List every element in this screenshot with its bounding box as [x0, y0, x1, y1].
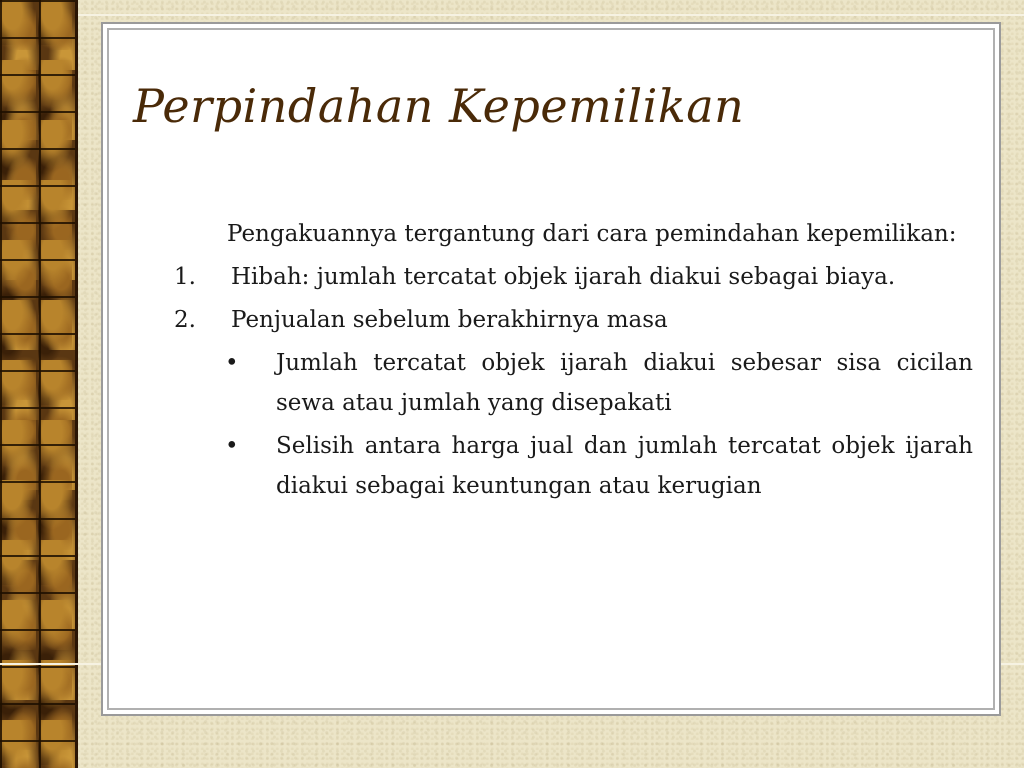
decorative-border-strip — [0, 0, 78, 768]
slide-body — [169, 214, 973, 509]
bullet-icon: • — [225, 433, 239, 459]
bullet-item-text: Jumlah tercatat objek ijarah diakui sebesar sisa cicilan sewa atau jumlah yang disepakati — [276, 350, 973, 416]
numbered-item-marker: 2. — [174, 307, 196, 333]
numbered-item-1 — [169, 257, 973, 297]
numbered-item-2 — [169, 300, 973, 340]
slide-content-frame — [101, 22, 1001, 716]
bullet-item-1 — [169, 343, 973, 423]
bullet-item-text: Selisih antara harga jual dan jumlah tercatat objek ijarah diakui sebagai keuntungan atau kerugian — [276, 433, 973, 499]
bullet-item-2 — [169, 426, 973, 506]
bullet-icon: • — [225, 350, 239, 376]
numbered-item-text: Hibah: jumlah tercatat objek ijarah diakui sebagai biaya. — [231, 264, 896, 290]
slide-title: Perpindahan Kepemilikan — [133, 79, 745, 133]
numbered-item-marker: 1. — [174, 264, 196, 290]
intro-paragraph: Pengakuannya tergantung dari cara pemindahan kepemilikan: — [227, 221, 957, 247]
decorative-line-top — [78, 14, 1024, 16]
numbered-item-text: Penjualan sebelum berakhirnya masa — [231, 307, 668, 333]
